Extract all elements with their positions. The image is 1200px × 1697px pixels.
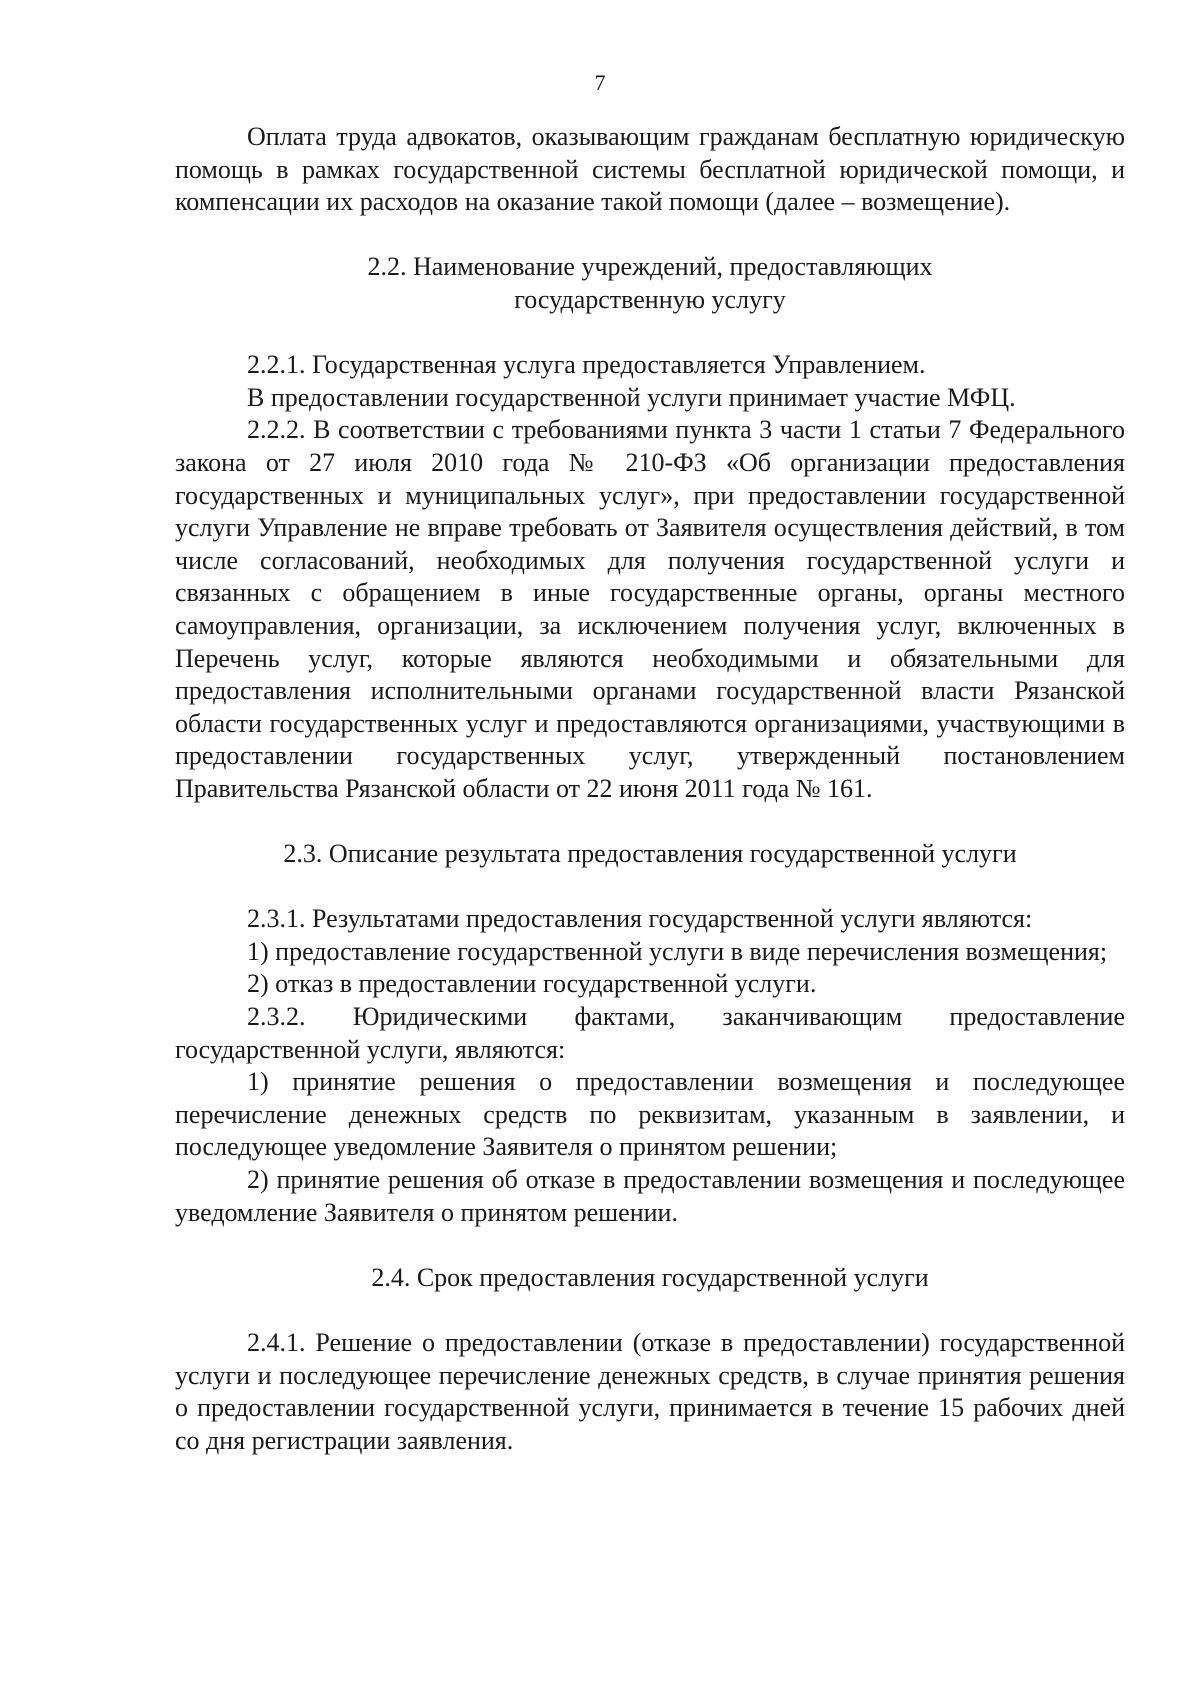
spacer <box>175 1294 1125 1327</box>
list-item-2-3-2-1: 1) принятие решения о предоставлении возмещения и последующее перечисление денежных средств по реквизитам, указанным в заявлении, и последующее уведомление Заявителя о принятом решении; <box>175 1067 1125 1162</box>
paragraph-2-3-1: 2.3.1. Результатами предоставления государственной услуги являются: <box>247 904 1033 934</box>
list-item-2-3-2-2: 2) принятие решения об отказе в предоставлении возмещения и последующее уведомление Заявителя о принятом решении. <box>175 1165 1125 1227</box>
section-heading-2-2 <box>175 251 1125 316</box>
spacer <box>175 317 1125 350</box>
page-number: 7 <box>594 70 606 95</box>
section-heading-2-4: 2.4. Срок предоставления государственной услуги <box>371 1262 929 1292</box>
spacer <box>175 1229 1125 1262</box>
document-body <box>175 121 1125 1457</box>
list-item-2-3-1-2: 2) отказ в предоставлении государственной услуги. <box>247 969 817 999</box>
spacer <box>175 871 1125 904</box>
paragraph-intro: Оплата труда адвокатов, оказывающим гражданам бесплатную юридическую помощь в рамках государственной системы бесплатной юридической помощи, и компенсации их расходов на оказание такой помощи (далее – возмещение). <box>175 122 1125 217</box>
paragraph-2-4-1: 2.4.1. Решение о предоставлении (отказе в предоставлении) государственной услуги и последующее перечисление денежных средств, в случае принятия решения о предоставлении государственной услуги, принимается в течение 15 рабочих дней со дня регистрации заявления. <box>175 1327 1125 1455</box>
paragraph-2-2-1-mfc: В предоставлении государственной услуги принимает участие МФЦ. <box>247 382 1016 412</box>
paragraph-2-2-1: 2.2.1. Государственная услуга предоставляется Управлением. <box>247 350 926 380</box>
heading-line: 2.2. Наименование учреждений, предоставляющих <box>367 252 933 282</box>
list-item-2-3-1-1: 1) предоставление государственной услуги в виде перечисления возмещения; <box>247 936 1108 966</box>
spacer <box>175 805 1125 838</box>
paragraph-2-2-2: 2.2.2. В соответствии с требованиями пункта 3 части 1 статьи 7 Федерального закона от 27 июля 2010 года № 210-ФЗ «Об организации предоставления государственных и муниципальных услуг», при предоставлении государственной услуги Управление не вправе требовать от Заявителя осуществления действий, в том числе согласований, необходимых для получения государственной услуги и связанных с обращением в иные государственные органы, органы местного самоуправления, организации, за исключением получения услуг, включенных в Перечень услуг, которые являются необходимыми и обязательными для предоставления исполнительными органами государственной власти Рязанской области государственных услуг и предоставляются организациями, участвующими в предоставлении государственных услуг, утвержденный постановлением Правительства Рязанской области от 22 июня 2011 года № 161. <box>175 415 1125 803</box>
paragraph-2-3-2: 2.3.2. Юридическими фактами, заканчивающим предоставление государственной услуги, являются: <box>175 1002 1125 1064</box>
spacer <box>175 219 1125 252</box>
heading-line: государственную услугу <box>514 284 786 314</box>
section-heading-2-3: 2.3. Описание результата предоставления государственной услуги <box>283 839 1017 869</box>
